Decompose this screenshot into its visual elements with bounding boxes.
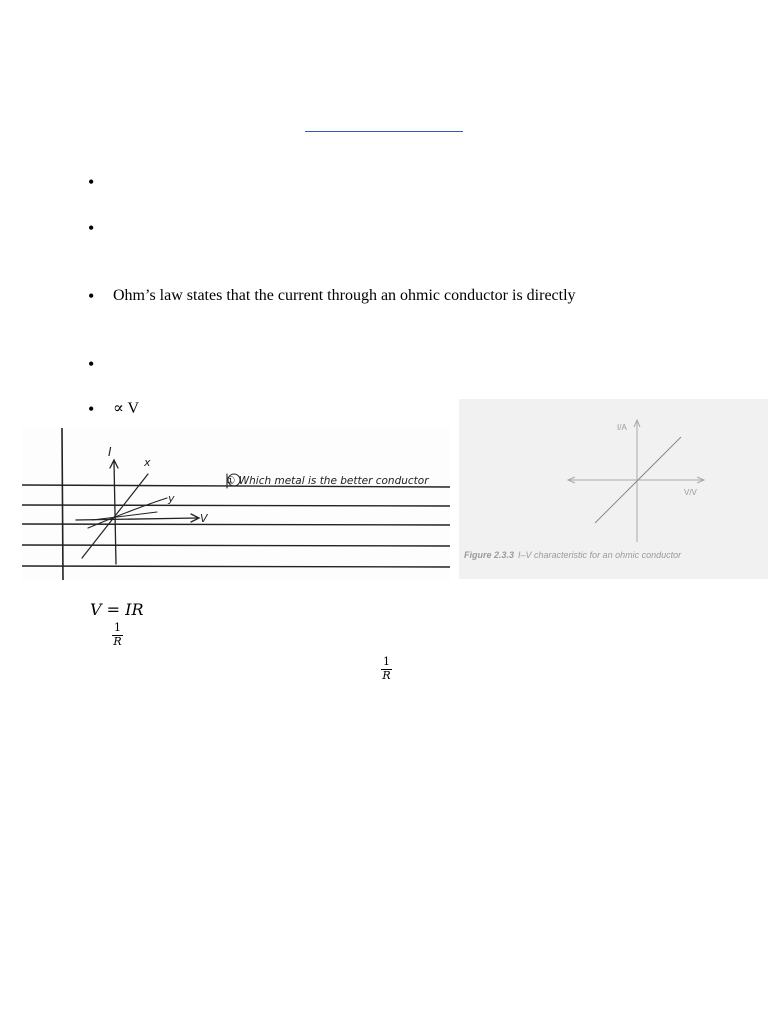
fraction-numerator: 1 bbox=[383, 655, 390, 668]
bullet-icon: • bbox=[88, 172, 95, 192]
fraction-denominator: R bbox=[113, 635, 122, 648]
fraction-numerator: 1 bbox=[114, 621, 121, 634]
bullet-text-ohms-law: Ohm’s law states that the current through an ohmic conductor is directly bbox=[113, 287, 576, 304]
bullet-text-proportional: ∝ V bbox=[113, 400, 140, 417]
bullet-icon: • bbox=[88, 218, 95, 238]
sketch-i-label: I bbox=[108, 445, 112, 459]
fraction-denominator: R bbox=[382, 669, 391, 682]
fraction-one-over-r bbox=[381, 656, 392, 682]
sketch-v-label: V bbox=[200, 512, 208, 525]
bullet-icon: • bbox=[88, 286, 95, 306]
sketch-y-label: y bbox=[168, 492, 175, 505]
textbook-figure-image bbox=[459, 399, 768, 579]
bullet-icon: • bbox=[88, 354, 95, 374]
y-axis-label: I/A bbox=[617, 423, 627, 432]
notebook-sketch-image bbox=[22, 428, 450, 580]
figure-number: Figure 2.3.3 bbox=[464, 550, 515, 560]
sketch-x-label: x bbox=[144, 456, 151, 469]
equation-operator: = bbox=[106, 600, 121, 619]
figure-caption-text: I–V characteristic for an ohmic conductor bbox=[518, 550, 682, 560]
bullet-icon: • bbox=[88, 399, 95, 419]
sketch-question-text: ① Which metal is the better conductor bbox=[226, 475, 429, 487]
ohms-law-equation bbox=[90, 600, 144, 619]
fraction-one-over-r bbox=[112, 622, 123, 648]
equation-lhs: V bbox=[90, 600, 102, 619]
notebook-sketch-drawing bbox=[22, 428, 450, 580]
figure-caption bbox=[464, 550, 681, 560]
title-underline bbox=[305, 131, 463, 132]
x-axis-label: V/V bbox=[684, 488, 697, 497]
equation-rhs: IR bbox=[125, 600, 144, 619]
